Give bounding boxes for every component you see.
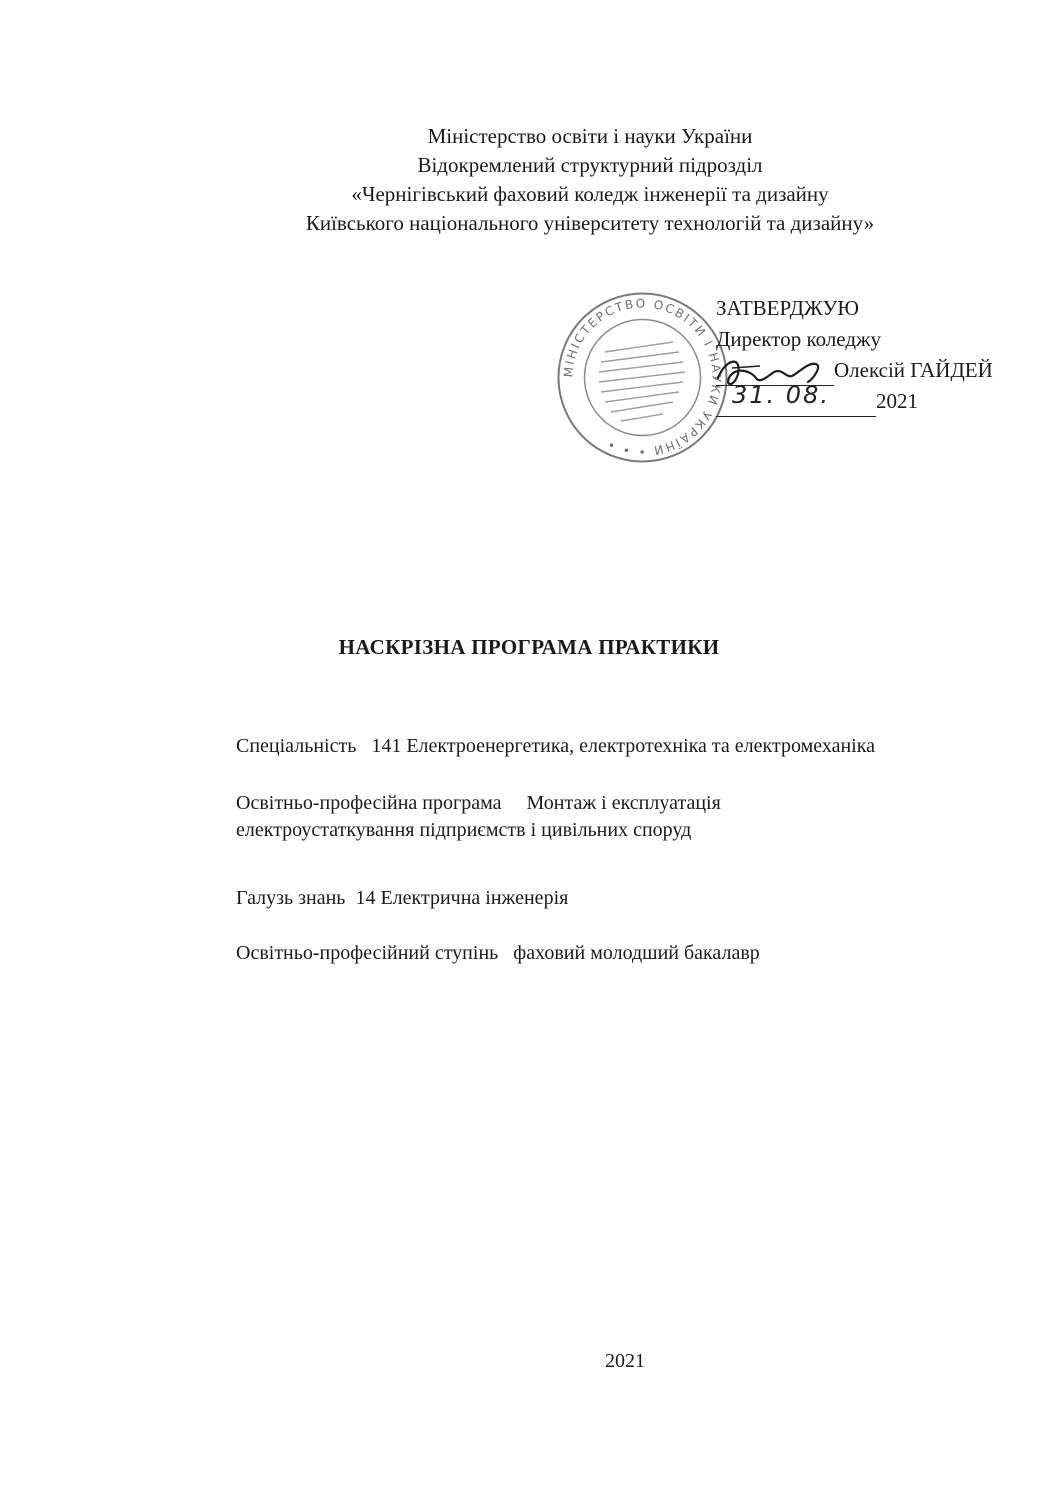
approve-label: ЗАТВЕРДЖУЮ [716,296,859,320]
director-name: Олексій ГАЙДЕЙ [834,358,993,382]
university-line: Київського національного університету технологій та дизайну» [305,211,875,235]
knowledge-field-row [236,885,568,912]
handwritten-date: 31. 08. [732,381,830,409]
director-position: Директор коледжу [716,327,882,351]
program-label: Освітньо-професійна програма [236,792,502,814]
degree-label: Освітньо-професійний ступінь [236,942,499,964]
knowledge-field-value: 14 Електрична інженерія [355,887,569,909]
specialty-label: Спеціальність [236,735,357,757]
document-title: НАСКРІЗНА ПРОГРАМА ПРАКТИКИ [338,635,720,659]
footer-year: 2021 [605,1350,645,1372]
program-value-line1: Монтаж і експлуатація [526,792,721,814]
knowledge-field-label: Галузь знань [236,887,346,909]
institution-header [230,122,950,238]
specialty-value: 141 Електроенергетика, електротехніка та електромеханіка [371,735,876,757]
ministry-line: Міністерство освіти і науки України [427,124,753,148]
approval-year: 2021 [876,389,918,413]
official-stamp-icon [555,290,730,465]
degree-row [236,940,760,967]
degree-value: фаховий молодший бакалавр [513,942,760,964]
specialty-row [236,733,875,760]
program-row [236,790,721,844]
program-value-line2: електроустаткування підприємств і цивільних споруд [236,819,692,841]
subdivision-line: Відокремлений структурний підрозділ [417,153,763,177]
college-line: «Чернігівський фаховий коледж інженерії та дизайну [351,182,829,206]
svg-text:МІНІСТЕРСТВО ОСВІТИ І НАУКИ УК: МІНІСТЕРСТВО ОСВІТИ І НАУКИ УКРАЇНИ • • • [561,296,724,459]
